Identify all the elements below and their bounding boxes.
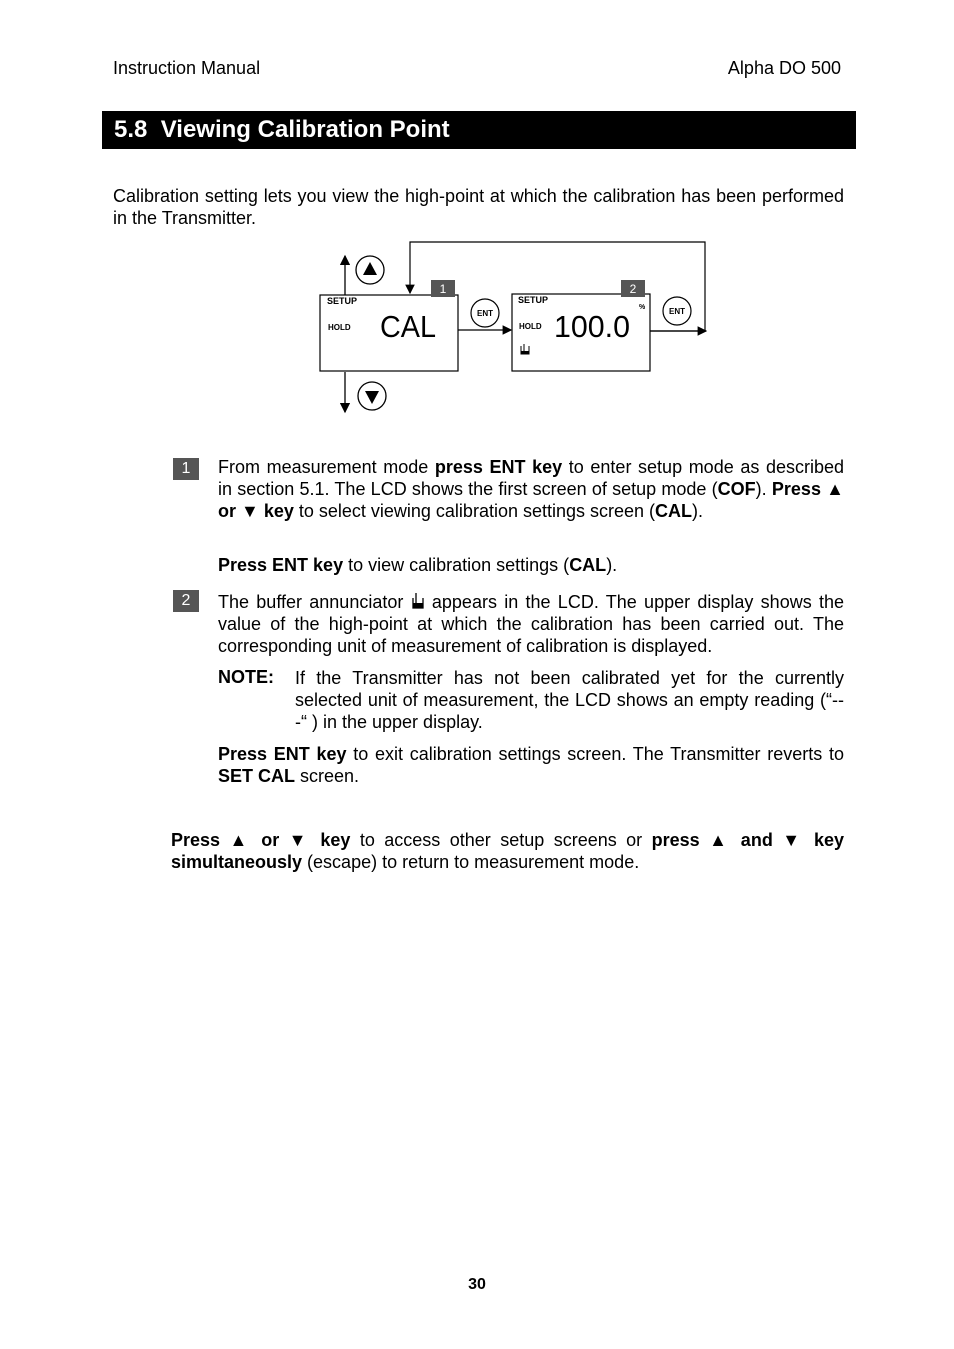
lcd2-hold-label: HOLD: [519, 322, 542, 331]
lcd1-badge-number: 1: [439, 282, 447, 296]
section-title-text: Viewing Calibration Point: [160, 116, 450, 143]
lcd2-unit-label: %: [639, 304, 646, 311]
ent-key-icon: [663, 297, 691, 325]
bold-text: Press ▲ or ▼ key: [171, 830, 351, 850]
text: The buffer annunciator: [218, 592, 411, 612]
text: to view calibration settings (: [343, 555, 570, 575]
bold-text: COF: [717, 479, 756, 499]
lcd-screen-2: [512, 280, 650, 371]
text: to select viewing calibration settings screen (: [293, 501, 656, 521]
ent-key-2-label: ENT: [669, 307, 685, 316]
bold-text: SET CAL: [218, 766, 296, 786]
lcd2-badge-number: 2: [629, 282, 637, 296]
lcd-screen-1: [320, 280, 458, 371]
text: (escape) to return to measurement mode.: [302, 852, 640, 872]
text: to access other setup screens or: [350, 830, 652, 850]
lcd1-hold-label: HOLD: [328, 323, 351, 332]
text: From measurement mode: [218, 457, 435, 477]
text: screen.: [295, 766, 360, 786]
page-number: 30: [468, 1276, 486, 1293]
step-1-subtext: [218, 554, 844, 576]
note-label: NOTE:: [218, 667, 274, 687]
calibration-diagram: [0, 0, 954, 440]
ent-key-1-label: ENT: [477, 309, 493, 318]
header-title: Instruction Manual: [113, 58, 261, 78]
step-1-text: [218, 456, 844, 522]
ent-key-icon: [471, 299, 499, 327]
text: ).: [606, 555, 618, 575]
up-key-icon: [356, 256, 384, 284]
text: ).: [692, 501, 704, 521]
bold-text: Press ▲ or ▼ key: [218, 479, 844, 521]
step-2-exit-text: [218, 743, 844, 787]
lcd2-display-value: 100.0: [554, 309, 630, 344]
lcd1-setup-label: SETUP: [327, 296, 358, 306]
step-1-badge: 1: [173, 458, 199, 480]
intro-paragraph: Calibration setting lets you view the high-point at which the calibration has been performed in the Transmitter.: [113, 186, 844, 228]
text: appears in the LCD. The upper display shows the value of the high-point at which the calibration has been carried out. The corresponding unit of measurement of calibration is displayed.: [218, 592, 844, 656]
buffer-annunciator-icon: [411, 592, 425, 610]
section-number: 5.8: [114, 116, 148, 143]
bold-text: press ENT key: [434, 457, 563, 477]
lcd2-setup-label: SETUP: [518, 295, 549, 305]
step-2-badge: 2: [173, 590, 199, 612]
bold-text: Press ENT key: [218, 744, 347, 764]
down-key-icon: [358, 382, 386, 410]
bold-text: CAL: [569, 555, 607, 575]
bold-text: Press ENT key: [218, 555, 344, 575]
lcd1-display-value: CAL: [380, 309, 436, 344]
step-2-text: [218, 591, 844, 657]
bold-text: press ▲ and ▼ key simultaneously: [171, 830, 844, 872]
bold-text: CAL: [655, 501, 693, 521]
navigation-paragraph: [171, 829, 844, 873]
text: ).: [755, 479, 772, 499]
note-text: If the Transmitter has not been calibrated yet for the currently selected unit of measurement, the LCD shows an empty reading (“---“ ) in the upper display.: [295, 668, 844, 732]
text: to exit calibration settings screen. The Transmitter reverts to: [346, 744, 844, 764]
text: to enter setup mode as described in section 5.1. The LCD shows the first screen of setup mode (: [218, 457, 844, 499]
header-product: Alpha DO 500: [727, 58, 841, 78]
